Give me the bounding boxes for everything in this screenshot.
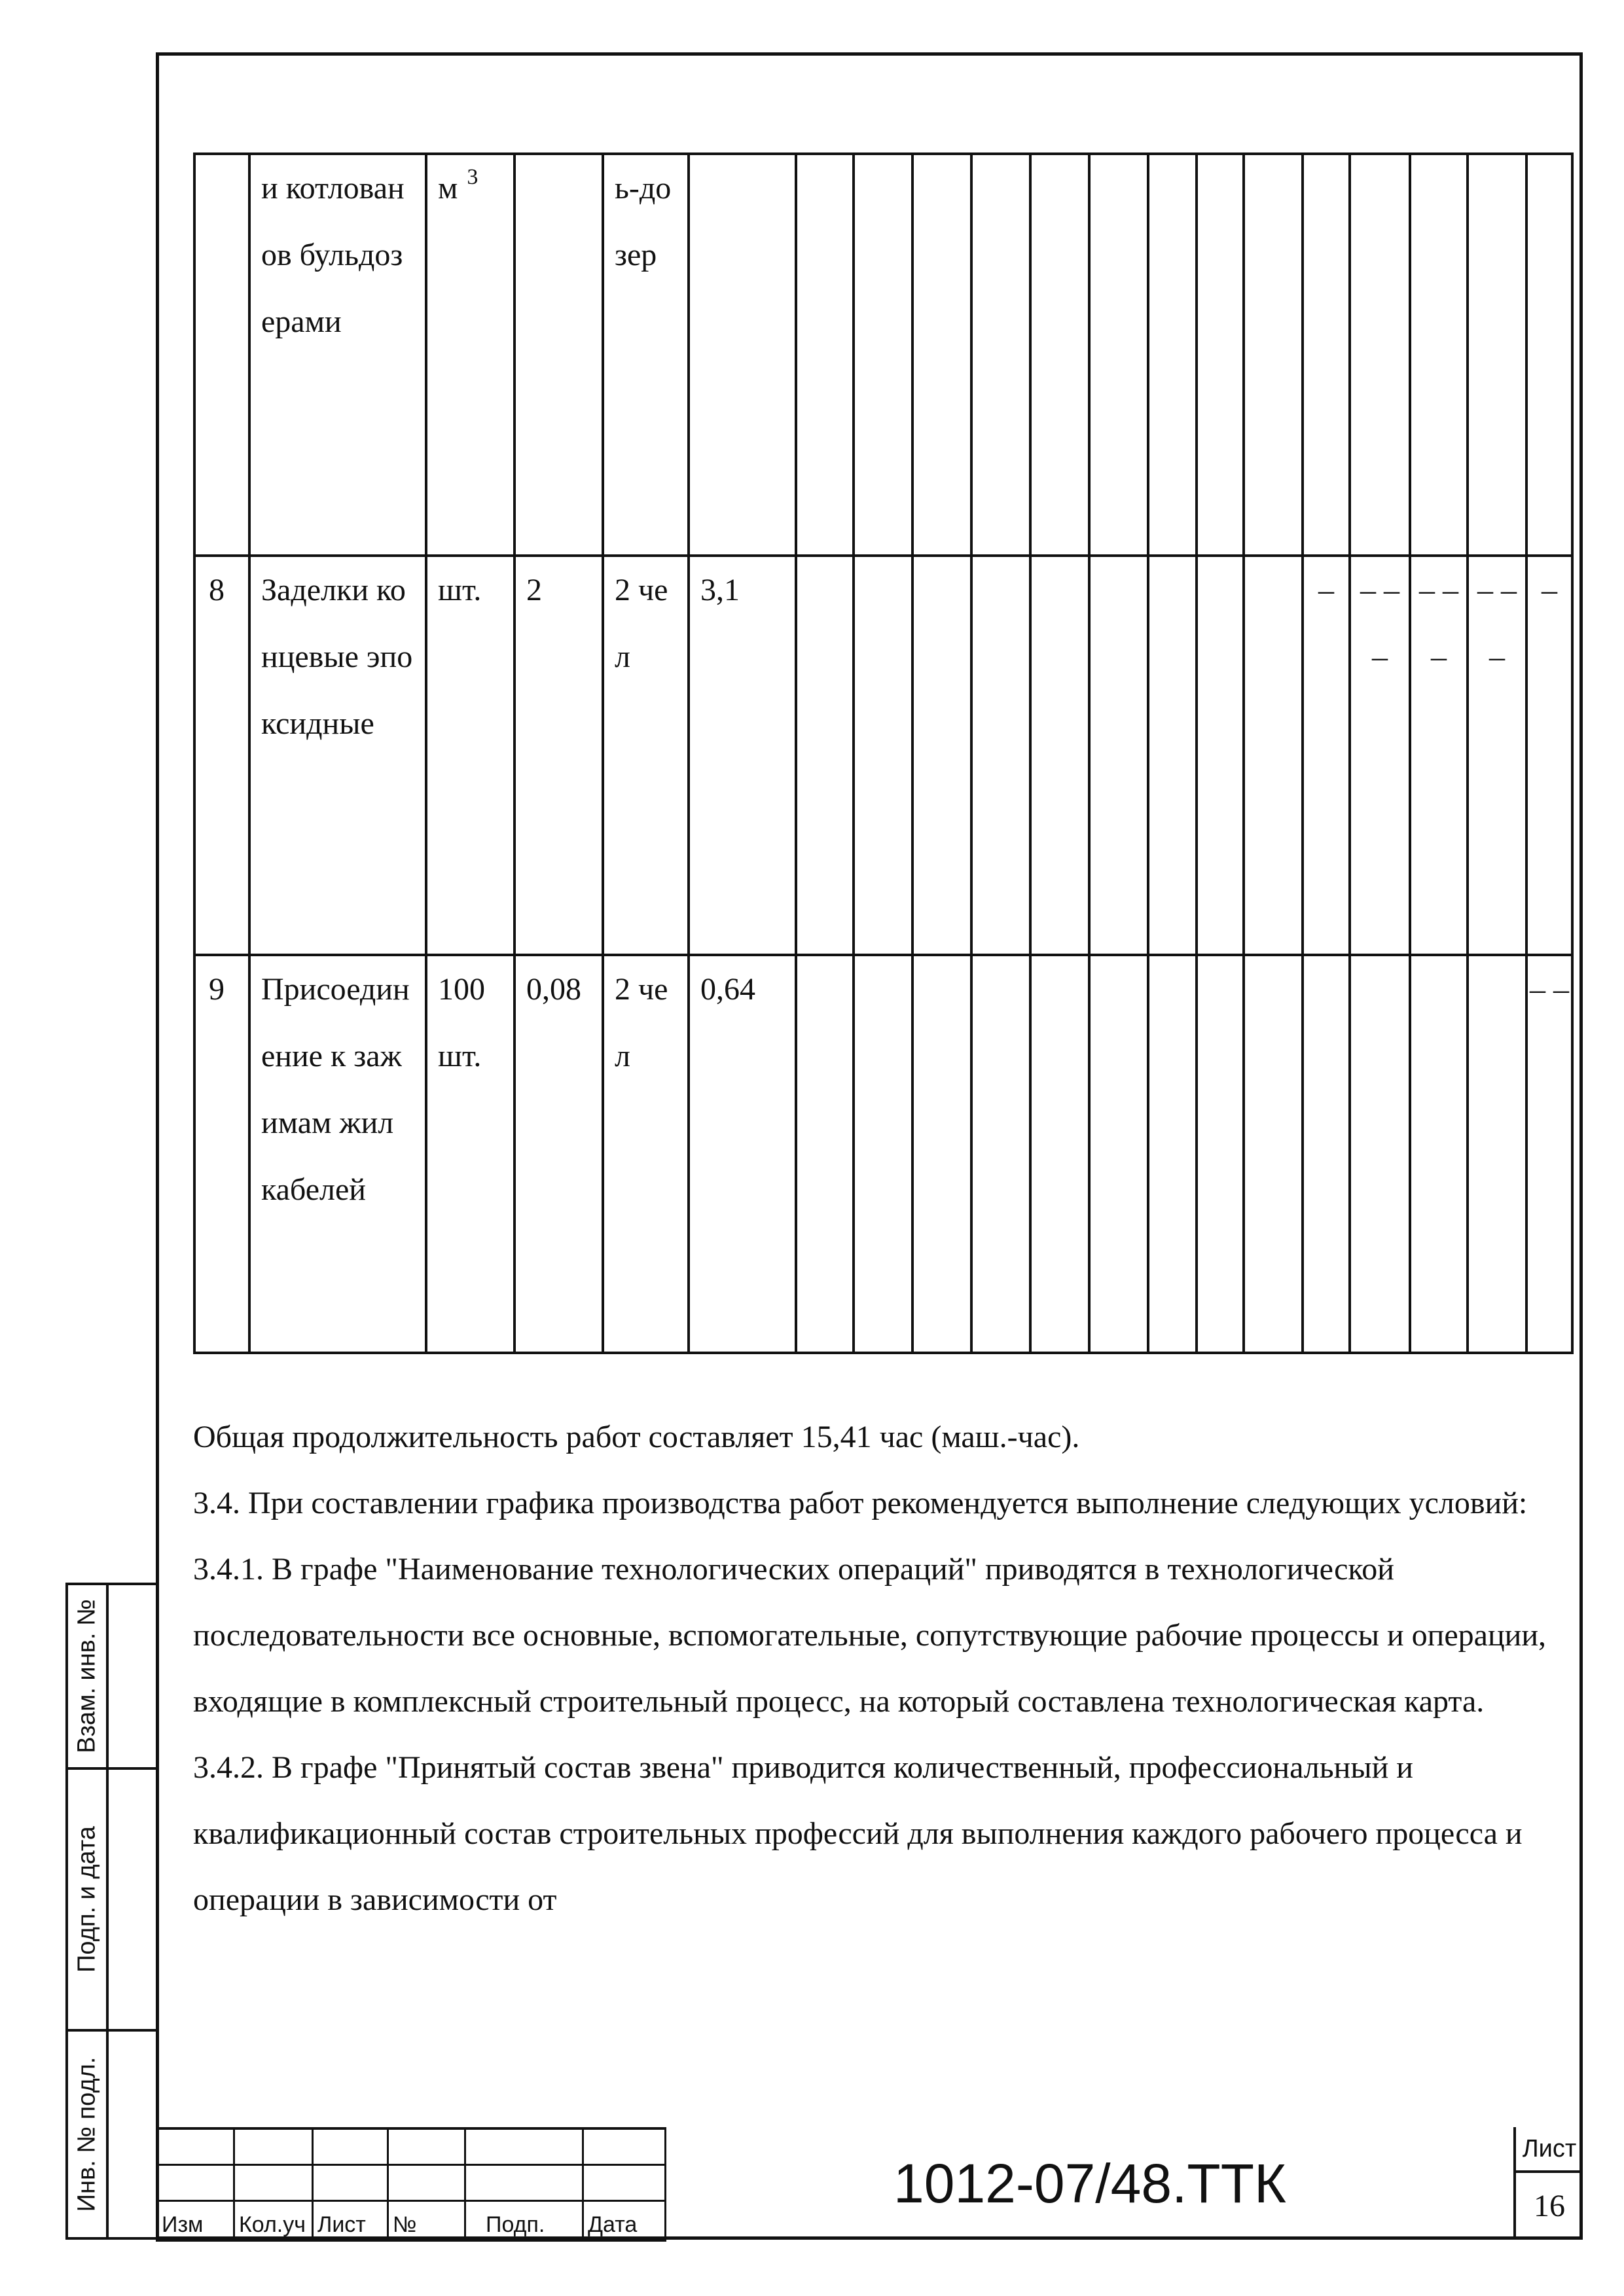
labor-hours — [689, 154, 796, 556]
side-label-signature-date: Подп. и дата — [73, 1826, 101, 1973]
unit-superscript: 3 — [467, 165, 478, 189]
operation-name: и котлованов бульдозерами — [249, 154, 426, 556]
labor-hours: 3,1 — [689, 556, 796, 955]
schedule-bar: – – – — [1410, 556, 1468, 955]
schedule-bar — [1410, 154, 1468, 556]
unit: 100 шт. — [438, 972, 485, 1073]
document-code: 1012-07/48.ТТК — [893, 2152, 1286, 2214]
unit-cell — [426, 955, 514, 1353]
paragraph: 3.4.2. В графе "Принятый состав звена" приводится количественный, профессиональный и квалификационный состав строительных профессий для выполнения каждого рабочего процесса и операции в зависимости от — [193, 1750, 1523, 1917]
title-block-grid — [156, 2127, 666, 2242]
schedule-bar: – – – — [1468, 556, 1526, 955]
schedule-bar — [1468, 154, 1526, 556]
schedule-bar: – – — [1526, 955, 1572, 1353]
schedule-bar — [1303, 154, 1350, 556]
stamp-label-list: Лист — [313, 2201, 388, 2241]
quantity — [514, 154, 603, 556]
schedule-bar: – – – — [1350, 556, 1410, 955]
paragraph: Общая продолжительность работ составляет 15,41 час (маш.-час). — [193, 1420, 1080, 1454]
crew: ь-дозер — [603, 154, 689, 556]
schedule-bar — [1350, 154, 1410, 556]
row-number: 9 — [194, 955, 249, 1353]
quantity: 2 — [514, 556, 603, 955]
crew: 2 чел — [603, 955, 689, 1353]
side-label-original-inv: Инв. № подл. — [73, 2056, 101, 2212]
stamp-label-data: Дата — [583, 2201, 666, 2241]
schedule-bar — [1410, 955, 1468, 1353]
labor-hours: 0,64 — [689, 955, 796, 1353]
work-schedule-table — [193, 152, 1574, 1354]
table-row — [194, 154, 1572, 556]
sheet-label: Лист — [1516, 2127, 1583, 2173]
crew: 2 чел — [603, 556, 689, 955]
sheet-number: 16 — [1534, 2188, 1565, 2223]
schedule-bar: – — [1526, 556, 1572, 955]
paragraph: 3.4. При составлении графика производства работ рекомендуется выполнение следующих условий: — [193, 1486, 1528, 1520]
schedule-bar — [1350, 955, 1410, 1353]
stamp-label-izm: Изм — [157, 2201, 234, 2241]
unit: шт. — [438, 573, 482, 607]
schedule-bar — [1526, 154, 1572, 556]
operation-name: Заделки концевые эпоксидные — [249, 556, 426, 955]
body-text — [193, 1404, 1568, 1933]
side-box-signature-date — [65, 1767, 156, 2032]
paragraph: 3.4.1. В графе "Наименование технологических операций" приводятся в технологической последовательности все основные, вспомогательные, сопутствующие рабочие процессы и операции, входящие в комплексный строительный процесс, на который составлена технологическая карта. — [193, 1552, 1546, 1719]
schedule-bar — [1303, 955, 1350, 1353]
schedule-bar — [1468, 955, 1526, 1353]
quantity: 0,08 — [514, 955, 603, 1353]
stamp-label-no: № — [388, 2201, 465, 2241]
unit-cell — [426, 154, 514, 556]
unit: м — [438, 171, 458, 206]
side-box-original-inv — [65, 2029, 156, 2240]
table-row — [194, 955, 1572, 1353]
unit-cell — [426, 556, 514, 955]
row-number — [194, 154, 249, 556]
stamp-label-podp: Подп. — [465, 2201, 583, 2241]
sheet-number-box — [1513, 2127, 1583, 2240]
table-row — [194, 556, 1572, 955]
side-box-replacement — [65, 1583, 156, 1770]
stamp-label-kol: Кол.уч — [234, 2201, 313, 2241]
schedule-bar: – — [1303, 556, 1350, 955]
side-label-replacement-inv: Взам. инв. № — [73, 1599, 101, 1753]
row-number: 8 — [194, 556, 249, 955]
operation-name: Присоединение к зажимам жил кабелей — [249, 955, 426, 1353]
